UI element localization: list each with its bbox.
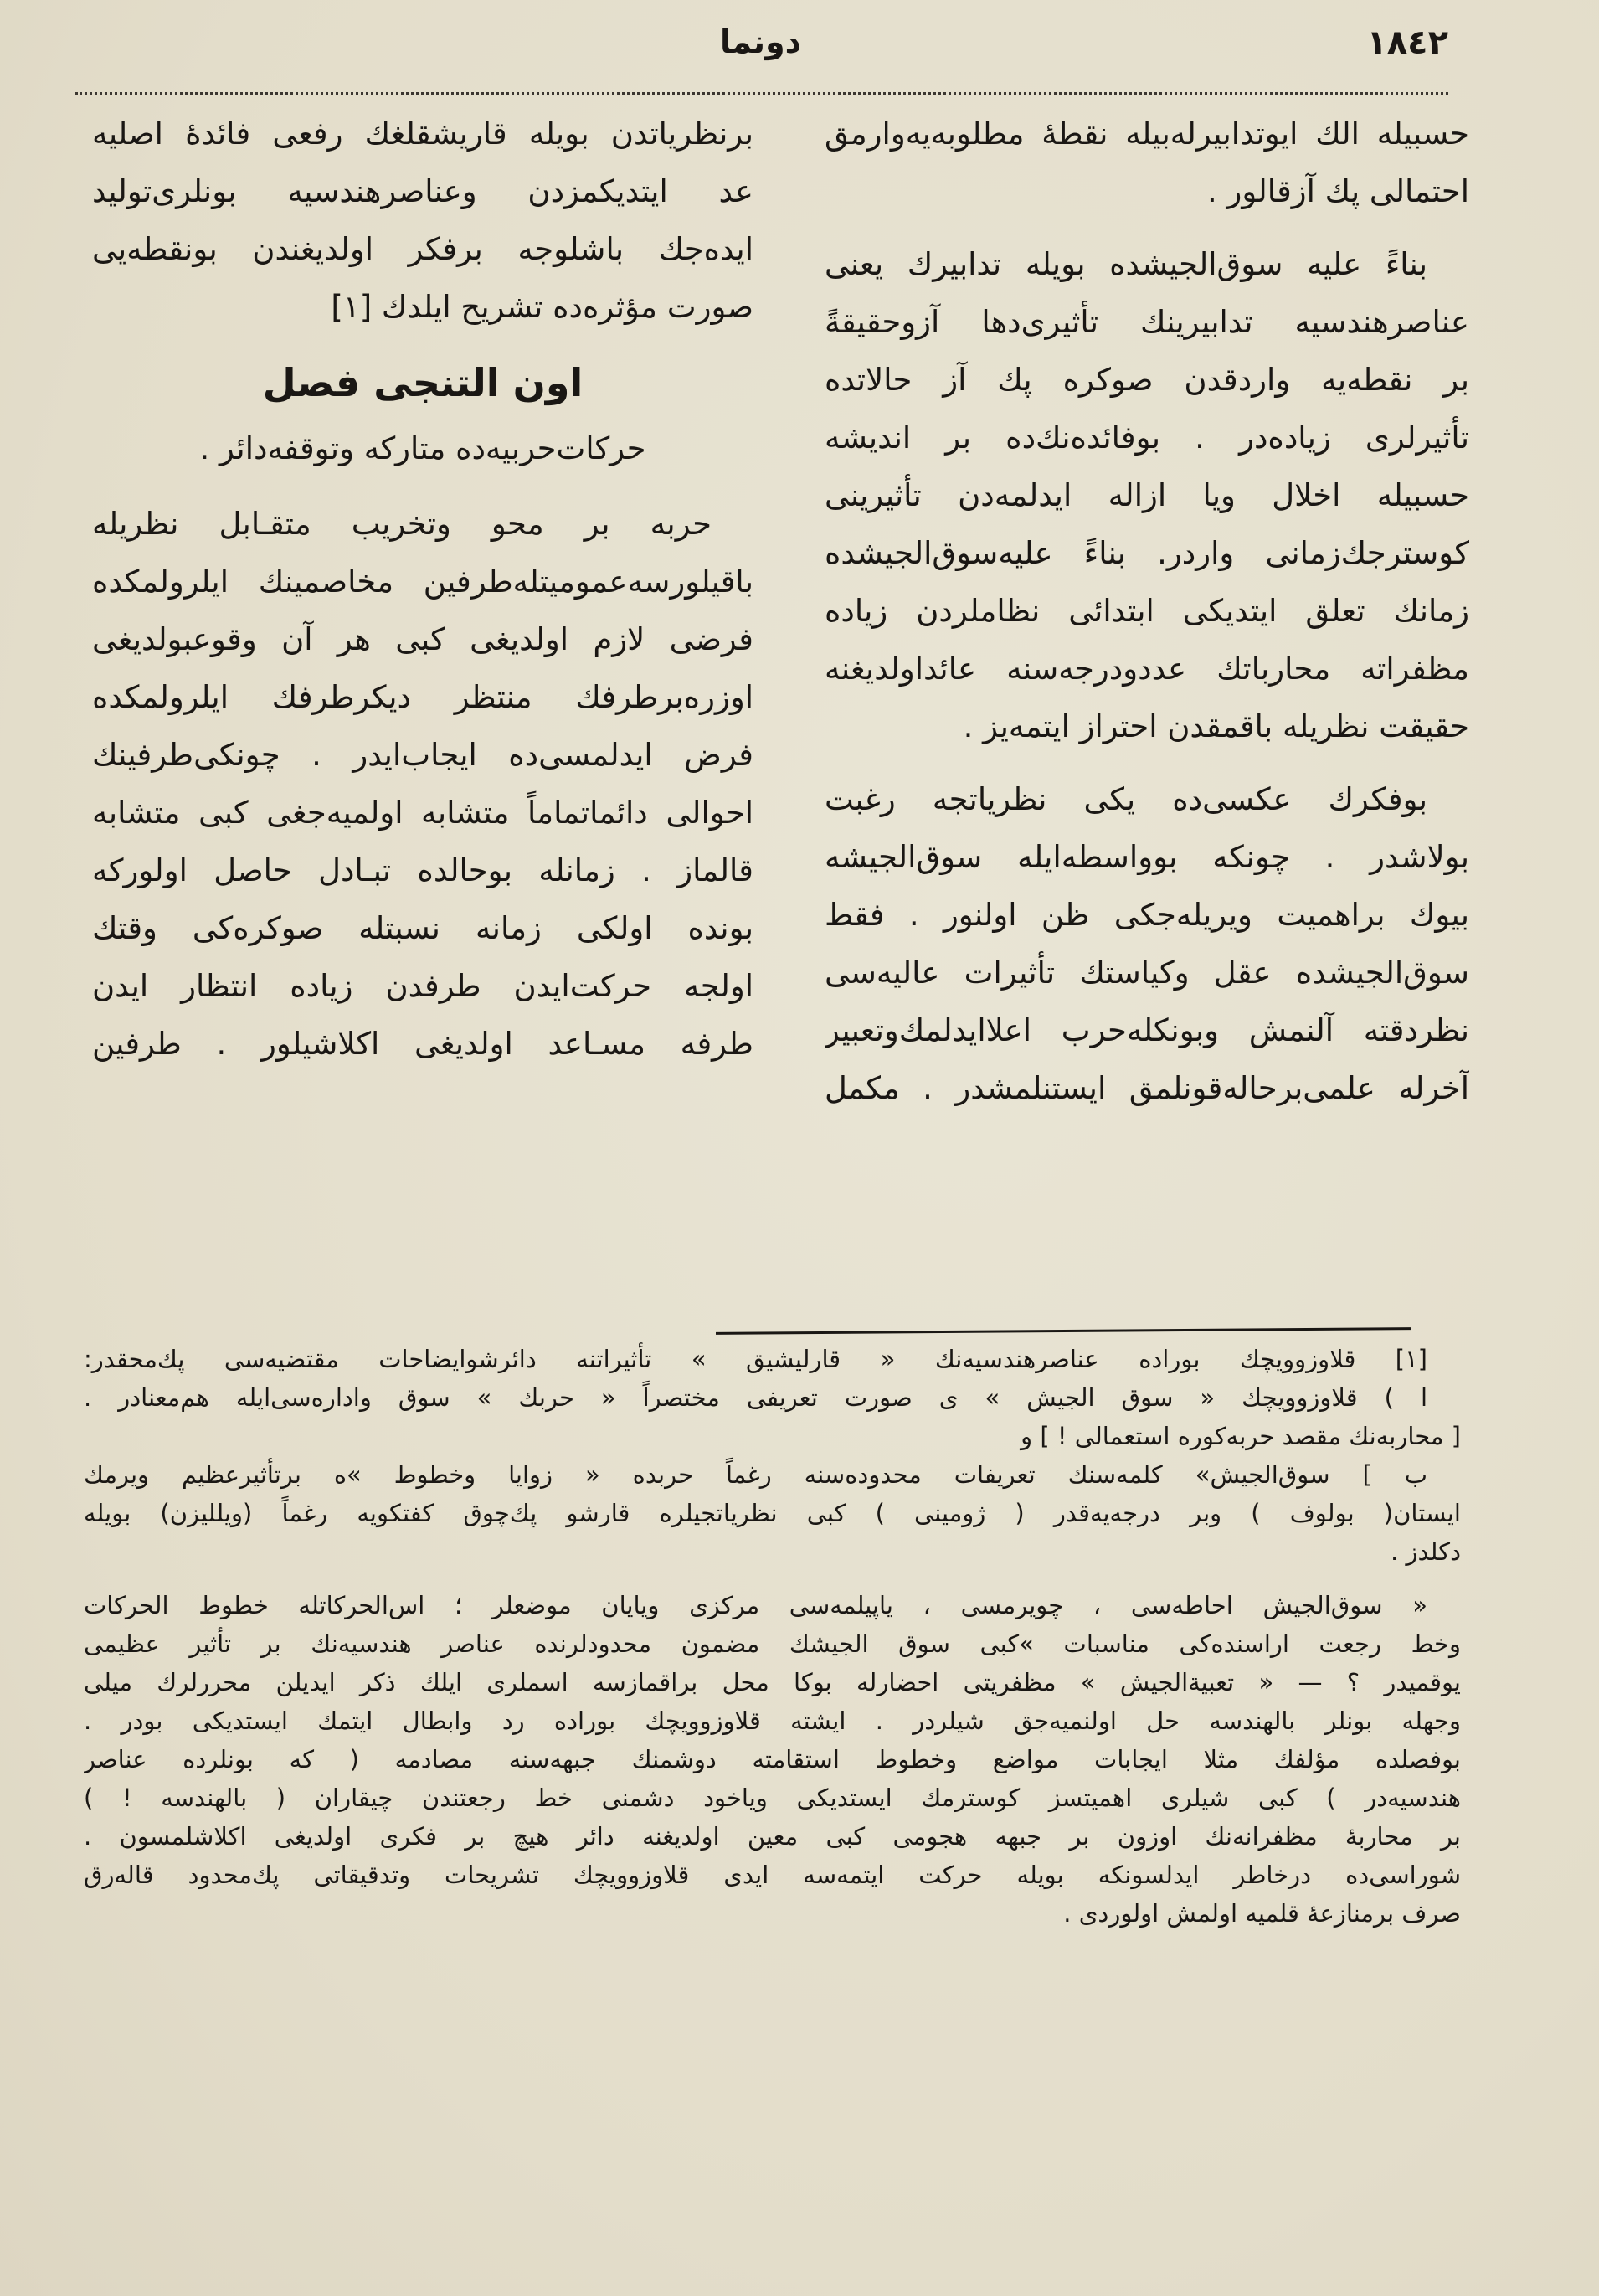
text-line: بوفكرك عكسى‌ده يكى نظرياتجه رغبت — [825, 781, 1427, 817]
text-line: قالماز . زمانله بوحالده تبـادل حاصل اولوركه — [92, 852, 753, 888]
footnote-line: دكلدز . — [1391, 1537, 1461, 1566]
text-line: فرض ايدلمسى‌ده ايجاب‌ايدر . چونكى‌طرفينك — [92, 737, 753, 773]
text-line: عناصرهندسيه تدابيرينك تأثيرى‌دها آزوحقيقةً — [825, 304, 1469, 340]
text-line: بولاشدر . چونكه بوواسطه‌ايله سوق‌الجيشه — [825, 839, 1469, 875]
text-line: زمانك تعلق ايتديكى ابتدائى نظاملردن زياده — [825, 593, 1469, 629]
text-line: اولجه حركت‌ايدن طرفدن زياده انتظار ايدن — [92, 968, 753, 1004]
text-line: تأثيرلرى زياده‌در . بوفائده‌نك‌ده بر انديشه — [825, 420, 1469, 456]
text-line: باقيلورسه‌عموميتله‌طرفين مخاصمينك ايلرولمكده — [92, 564, 753, 600]
text-line: حسبيله الك ايوتدابيرله‌بيله نقطهٔ مطلوبه‌يه‌وارمق — [825, 116, 1469, 152]
footnote-line: هندسيه‌در ) كبى شيلرى اهميتسز كوسترمك ايستديكى وياخود دشمنى خط رجعتندن چيقاران ( بالهندسه ! ) — [84, 1784, 1461, 1812]
text-line: طرفه مسـاعد اولديغى اكلاشيلور . طرفين — [92, 1026, 753, 1062]
footnote-line: شوراسى‌ده درخاطر ايدلسونكه بويله حركت ايتمه‌سه ايدى قلاوزوويچك تشريحات وتدقيقاتى پك‌محدود قاله‌رق — [84, 1861, 1461, 1889]
text-line: آخرله علمى‌برحاله‌قونلمق ايستنلمشدر . مكمل — [825, 1070, 1469, 1106]
text-line: بناءً عليه سوق‌الجيشده بويله تدابيرك يعنى — [825, 246, 1427, 282]
text-line: احتمالى پك آزقالور . — [1207, 173, 1469, 209]
text-line: بونده اولكى زمانه نسبتله صوكره‌كى وقتك — [92, 910, 753, 946]
page-number: ١٨٤٢ — [1366, 23, 1448, 62]
footnote-reference-line: صورت مؤثره‌ده تشريح ايلدك [١] — [331, 289, 753, 325]
footnote-separator-rule — [716, 1327, 1411, 1335]
footnote-line: وخط رجعت اراسنده‌كى مناسبات »كبى سوق الجيشك مضمون محدودلرنده عناصر هندسيه‌نك بر تأثير عظيمى — [84, 1629, 1461, 1658]
text-line: احوالى دائماتماماً متشابه اولميه‌جغى كبى متشابه — [92, 795, 753, 831]
footnote-line: ا ) قلاوزوويچك « سوق الجيش » ى صورت تعريفى مختصراً « حربك » سوق واداره‌سى‌ايله هم‌معنادر . — [84, 1383, 1427, 1412]
paragraph — [92, 105, 753, 336]
text-line: كوسترجك‌زمانى واردر. بناءً عليه‌سوق‌الجيشده — [825, 535, 1469, 571]
text-line: نظردقته آلنمش وبونكله‌حرب اعلاايدلمك‌وتعبير — [825, 1012, 1469, 1048]
footnote-line: [ محاربه‌نك مقصد حربه‌كوره استعمالى ! ] و — [1021, 1422, 1461, 1450]
paragraph — [92, 495, 753, 1073]
text-line: برنظرياتدن بويله قاريشقلغك رفعى فائدهٔ اصليه — [92, 116, 753, 152]
footnote-line: ب ] سوق‌الجيش» كلمه‌سنك تعريفات محدوده‌سنه رغماً حربده « زوايا وخطوط »ه برتأثيرعظيم ويرمك — [84, 1460, 1427, 1489]
chapter-title: اون التنجى فصل — [262, 360, 584, 405]
text-line: بيوك براهميت ويريله‌جكى ظن اولنور . فقط — [825, 897, 1469, 933]
footnote-block — [84, 1340, 1461, 1455]
footnote-line: « سوق‌الجيش احاطه‌سى ، چويرمسى ، ياپيلمه‌سى مركزى ويايان موضعلر ؛ اس‌الحركاتله خطوط الحركات — [84, 1591, 1427, 1619]
text-line: بر نقطه‌يه واردقدن صوكره پك آز حالاتده — [825, 362, 1469, 398]
text-line: ايده‌جك باشلوجه برفكر اولديغندن بونقطه‌يى — [92, 231, 753, 267]
footnote-line: وجهله بونلر بالهندسه حل اولنميه‌جق شيلردر . ايشته قلاوزوويچك بوراده رد وابطال ايتمك ايستديكى بودر . — [84, 1707, 1461, 1735]
footnote-line: يوقميدر ؟ — « تعبية‌الجيش » مظفريتى احضارله بوكا محل براقمازسه اسملرى ايلك ذكر ايديلن محررلرك ميلى — [84, 1668, 1461, 1696]
text-line: فرضى لازم اولديغى كبى هر آن وقوعبولديغى — [92, 621, 753, 657]
paragraph — [825, 235, 1469, 755]
left-column — [92, 105, 753, 1073]
text-line: اوزره‌برطرفك منتظر ديكرطرفك ايلرولمكده — [92, 679, 753, 715]
text-line: حسبيله اخلال ويا ازاله ايدلمه‌دن تأثيرينى — [825, 477, 1469, 513]
text-line: سوق‌الجيشده عقل وكياستك تأثيرات عاليه‌سى — [825, 955, 1469, 991]
footnotes — [84, 1340, 1461, 1933]
footnote-line: بر محاربهٔ مظفرانه‌نك اوزون بر جبهه هجومى كبى معين اولديغنه دائر هيچ بر فكرى اولديغى اكلاشلمسون . — [84, 1822, 1461, 1851]
text-line: مظفراته محارباتك عددودرجه‌سنه عائداولديغنه — [825, 651, 1469, 687]
paragraph — [825, 105, 1469, 220]
right-column — [825, 105, 1469, 1117]
running-title: دونما — [720, 23, 802, 60]
footnote-line: صرف برمنازعهٔ قلميه اولمش اولوردى . — [1063, 1899, 1461, 1928]
footnote-line: [١] قلاوزوويچك بوراده عناصرهندسيه‌نك « قارليشيق » تأثيراتنه دائرشوايضاحات مقتضيه‌سى پك‌محقدر: — [84, 1345, 1427, 1373]
footnote-line: بوفصلده مؤلفك مثلا ايجابات مواضع وخطوط استقامته دوشمنك جبهه‌سنه مصادمه ( كه بونلرده عناصر — [84, 1745, 1461, 1773]
footnote-line: ايستان( بولوف ) وبر درجه‌يه‌قدر ( ژومينى ) كبى نظرياتجيلره قارشو پك‌چوق كفتكويه رغماً (ويلليزن) بويله — [84, 1499, 1461, 1527]
footnote-block — [84, 1586, 1461, 1933]
paragraph — [825, 770, 1469, 1117]
text-line: حربه بر محو وتخريب متقـابل نظريله — [92, 506, 712, 542]
text-line: حقيقت نظريله باقمقدن احتراز ايتمه‌يز . — [963, 708, 1469, 744]
chapter-subtitle: حركات‌حربيه‌ده متاركه وتوقفه‌دائر . — [199, 430, 646, 466]
footnote-block — [84, 1455, 1461, 1571]
text-line: عد ايتديكمزدن وعناصرهندسيه بونلرى‌توليد — [92, 173, 753, 209]
header-dotted-rule — [75, 92, 1448, 95]
